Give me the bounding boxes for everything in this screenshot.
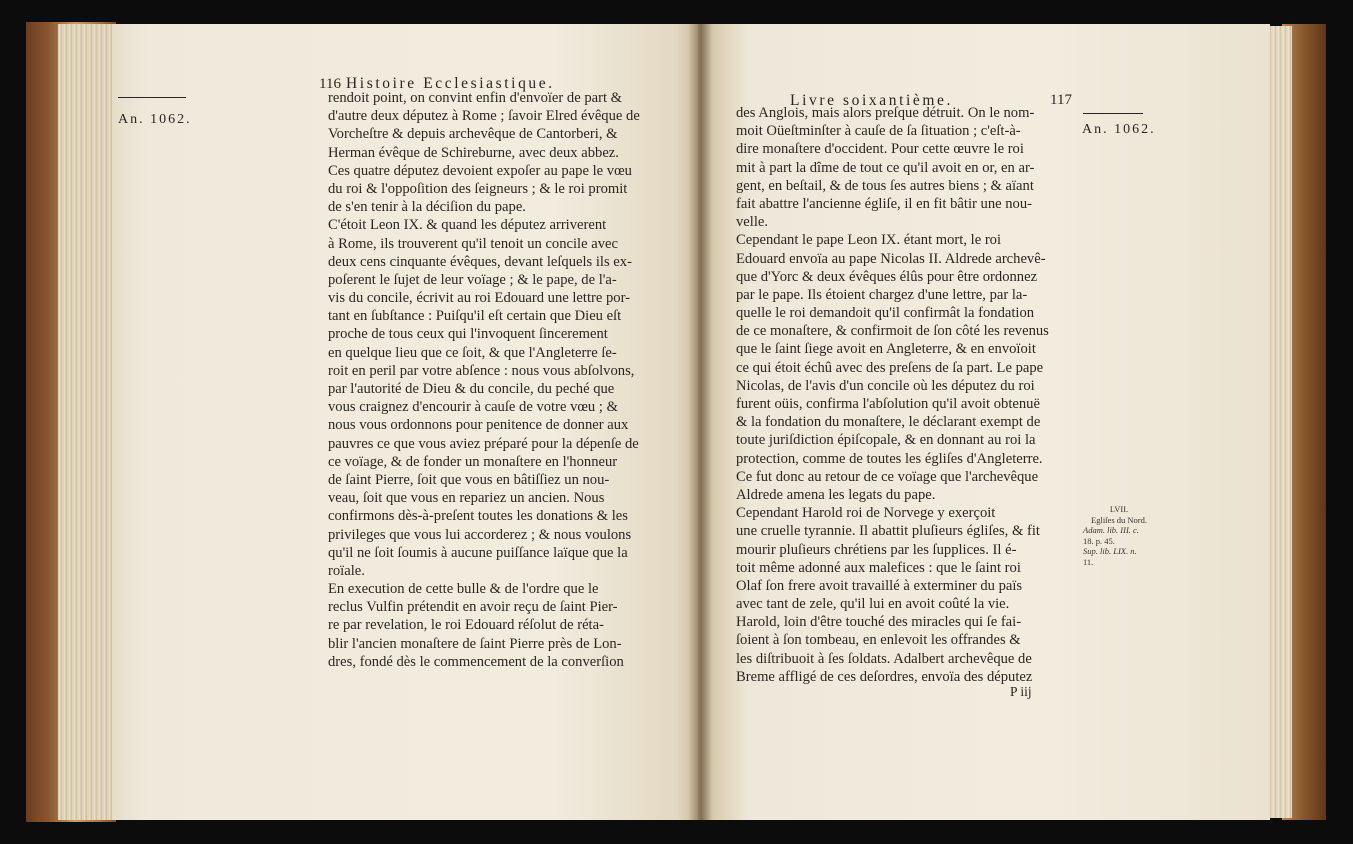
right-margin-rule: [1083, 113, 1143, 114]
text-line: des Anglois, mais alors preſque détruit. On le nom-: [736, 105, 1035, 121]
signature-mark: P iij: [1010, 684, 1032, 699]
text-line: nous vous ordonnons pour penitence de donner aux: [328, 417, 629, 434]
text-line: roïale.: [328, 562, 365, 579]
right-page-number: 117: [1050, 92, 1072, 108]
text-line: du roi & l'oppoſition des ſeigneurs ; & le roi promit: [328, 180, 628, 197]
text-line: rendoit point, on convint enfin d'envoïer de part &: [328, 90, 623, 106]
text-line: Harold, loin d'être touché des miracles qui ſe fai-: [736, 614, 1022, 631]
left-body-text: [328, 89, 671, 671]
text-line: En execution de cette bulle & de l'ordre que le: [328, 581, 599, 598]
text-line: moit Oüeſtminſter à cauſe de ſa ſituation ; c'eſt-à-: [736, 123, 1021, 140]
text-line: protection, comme de toutes les égliſes d'Angleterre.: [736, 450, 1043, 467]
text-line: de s'en tenir à la déciſion du pape.: [328, 199, 526, 216]
text-line: que d'Yorc & deux évêques élûs pour être ordonnez: [736, 268, 1038, 285]
text-line: dire monaſtere d'occident. Pour cette œuvre le roi: [736, 141, 1024, 158]
text-line: vis du concile, écrivit au roi Edouard une lettre por-: [328, 290, 631, 307]
text-line: Nicolas, de l'avis d'un concile où les députez du roi: [736, 377, 1035, 394]
text-line: mit à part la dîme de tout ce qu'il avoit en or, en ar-: [736, 159, 1035, 176]
text-line: roit en peril par votre abſence : nous vous abſolvons,: [328, 362, 635, 379]
text-line: fait abattre l'ancienne égliſe, il en fit bâtir une nou-: [736, 195, 1033, 212]
text-line: Edouard envoïa au pape Nicolas II. Aldrede archevê-: [736, 250, 1046, 267]
right-page: [698, 24, 1270, 820]
text-line: de ce monaſtere, & confirmoit de ſon côté les revenus: [736, 323, 1049, 340]
text-line: confirmons dès-à-preſent toutes les donations & les: [328, 508, 628, 525]
text-line: veau, ſoit que vous en repariez un ancien. Nous: [328, 490, 605, 507]
left-running-head: Histoire Ecclesiastique.: [346, 75, 555, 92]
text-line: dres, fondé dès le commencement de la converſion: [328, 653, 624, 670]
text-line: les diſtribuoit à ſes ſoldats. Adalbert archevêque de: [736, 650, 1032, 667]
text-line: vous craignez d'encourir à cauſe de votre vœu ; &: [328, 399, 618, 416]
text-line: en quelque lieu que ce ſoit, & que l'Angleterre ſe-: [328, 344, 617, 361]
margin-note-line: Adam. lib. III. c.: [1083, 525, 1139, 535]
text-line: Ce fut donc au retour de ce voïage que l'archevêque: [736, 468, 1039, 485]
text-line: que le ſaint ſiege avoit en Angleterre, & en envoïoit: [736, 341, 1036, 358]
text-line: à Rome, ils trouverent qu'il tenoit un concile avec: [328, 235, 618, 252]
text-line: reclus Vulfin prétendit en avoir reçu de ſaint Pier-: [328, 599, 618, 616]
text-line: par l'autorité de Dieu & du concile, du peché que: [328, 381, 615, 397]
left-page: [112, 24, 700, 820]
text-line: une cruelle tyrannie. Il abattit pluſieurs égliſes, & fit: [736, 523, 1040, 540]
margin-note-line: 18. p. 45.: [1083, 535, 1115, 546]
text-line: & la fondation du monaſtere, le déclarant exempt de: [736, 414, 1041, 431]
text-line: avec tant de zele, qu'il lui en avoit coûté la vie.: [736, 596, 1010, 613]
right-margin-year: An. 1062.: [1082, 122, 1156, 137]
text-line: blir l'ancien monaſtere de ſaint Pierre près de Lon-: [328, 635, 622, 652]
text-line: ce voïage, & de fonder un monaſtere en l'honneur: [328, 453, 618, 470]
margin-note-line: 11.: [1083, 556, 1094, 567]
text-line: qu'il ne ſoit ſoumis à aucune puiſſance laïque que la: [328, 544, 628, 561]
text-line: d'autre deux députez à Rome ; ſavoir Elred évêque de: [328, 108, 640, 125]
left-margin-year: An. 1062.: [118, 112, 192, 127]
text-line: par le pape. Ils étoient chargez d'une lettre, par la-: [736, 286, 1028, 303]
text-line: ſoient à ſon tombeau, en enlevoit les offrandes &: [736, 632, 1021, 649]
text-line: re par revelation, le roi Edouard réſolut de réta-: [328, 617, 604, 634]
text-line: poſerent le ſujet de leur voïage ; & le pape, de l'a-: [328, 271, 617, 288]
margin-note-number: LVII.: [1109, 504, 1129, 514]
right-body-text: [736, 104, 1080, 686]
text-line: privileges que vous lui accorderez ; & nous voulons: [328, 526, 632, 543]
text-line: Ces quatre députez devoient expoſer au pape le vœu: [328, 162, 632, 179]
text-line: Vorcheſtre & depuis archevêque de Cantorberi, &: [328, 126, 618, 143]
text-line: Cependant le pape Leon IX. étant mort, le roi: [736, 232, 1002, 249]
text-line: velle.: [736, 214, 769, 231]
text-line: toit même adonné aux malefices : que le ſaint roi: [736, 559, 1021, 576]
text-line: Herman évêque de Schireburne, avec deux abbez.: [328, 144, 619, 161]
text-line: gent, en beſtail, & de tous ſes autres biens ; & aïant: [736, 177, 1034, 194]
text-line: ce qui étoit échû avec des preſens de ſa part. Le pape: [736, 359, 1044, 376]
text-line: C'étoit Leon IX. & quand les députez arriverent: [328, 217, 607, 234]
margin-note: [1083, 504, 1155, 567]
right-running-head: Livre soixantième.: [790, 92, 954, 109]
margin-note-line: Egliſes du Nord.: [1091, 514, 1147, 525]
text-line: pauvres ce que vous aviez préparé pour la dépenſe de: [328, 435, 639, 452]
text-line: deux cens cinquante évêques, devant leſquels ils ex-: [328, 253, 632, 270]
text-line: Cependant Harold roi de Norvege y exerçoit: [736, 505, 996, 522]
margin-note-line: Sup. lib. LIX. n.: [1083, 546, 1137, 556]
text-line: mourir pluſieurs chrétiens par les ſupplices. Il é-: [736, 541, 1017, 558]
text-line: quelle le roi demandoit qu'il confirmât la fondation: [736, 305, 1035, 322]
text-line: Aldrede amena les legats du pape.: [736, 486, 936, 503]
left-margin-rule: [118, 97, 186, 98]
text-line: proche de tous ceux qui l'invoquent ſincerement: [328, 326, 608, 343]
text-line: Olaf ſon frere avoit travaillé à exterminer du païs: [736, 577, 1023, 594]
text-line: tant en ſubſtance : Puiſqu'il eſt certain que Dieu eſt: [328, 308, 622, 325]
book-gutter: [688, 24, 712, 820]
text-line: toute juriſdiction épiſcopale, & en donnant au roi la: [736, 432, 1036, 449]
text-line: Breme affligé de ces deſordres, envoïa des députez: [736, 668, 1033, 685]
text-line: furent oüis, confirma l'abſolution qu'il avoit obtenuë: [736, 396, 1040, 412]
text-line: de ſaint Pierre, ſoit que vous en bâtiſſiez un nou-: [328, 471, 610, 488]
left-page-number: 116: [319, 76, 341, 92]
